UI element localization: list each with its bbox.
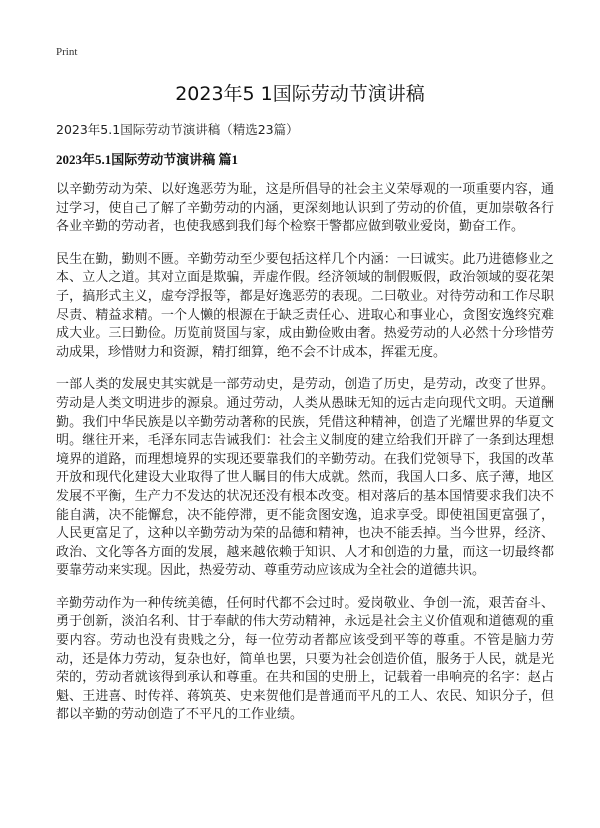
paragraph: 一部人类的发展史其实就是一部劳动史，是劳动，创造了历史，是劳动，改变了世界。劳动是人类文明进步的源泉。通过劳动，人类从愚昧无知的远古走向现代文明。天道酬勤。我们中华民族是以辛勤劳动著称的民族，凭借这种精神，创造了光耀世界的华夏文明。继往开来，毛泽东同志告诫我们：社会主义制度的建立给我们开辟了一条到达理想境界的道路，而理想境界的实现还要靠我们的辛勤劳动。在我们党领导下，我国的改革开放和现代化建设大业取得了世人瞩目的伟大成就。然而，我国人口多、底子薄，地区发展不平衡，生产力不发达的状况还没有根本改变。相对落后的基本国情要求我们决不能自满，决不能懈怠，决不能停滞，更不能贪图安逸，追求享受。即使祖国更富强了，人民更富足了，这种以辛勤劳动为荣的品德和精神，也决不能丢掉。当今世界，经济、政治、文化等各方面的发展，越来越依赖于知识、人才和创造的力量，而这一切最终都要靠劳动来实现。因此，热爱劳动、尊重劳动应该成为全社会的道德共识。 — [56, 377, 554, 579]
paragraph: 辛勤劳动作为一种传统美德，任何时代都不会过时。爱岗敬业、争创一流，艰苦奋斗、勇于创新，淡泊名利、甘于奉献的伟大劳动精神，永远是社会主义价值观和道德观的重要内容。劳动也没有贵贱之分，每一位劳动者都应该受到平等的尊重。不管是脑力劳动，还是体力劳动，复杂也好，简单也罢，只要为社会创造价值，服务于人民，就是光荣的，劳动者就该得到承认和尊重。在共和国的史册上，记载着一串响亮的名字：赵占魁、王进喜、时传祥、蒋筑英、史来贺他们是普通而平凡的工人、农民、知识分子，但都以辛勤的劳动创造了不平凡的工作业绩。 — [56, 595, 554, 723]
section-heading: 2023年5.1国际劳动节演讲稿 篇1 — [56, 152, 239, 167]
document-title: 2023年5 1国际劳动节演讲稿 — [175, 83, 425, 105]
article-body — [56, 181, 554, 739]
paragraph: 民生在勤，勤则不匮。辛勤劳动至少要包括这样几个内涵：一曰诚实。此乃进德修业之本、立人之道。其对立面是欺骗，弄虚作假。经济领域的制假贩假，政治领域的耍花架子，搞形式主义，虚夸浮报等，都是好逸恶劳的表现。二曰敬业。对待劳动和工作尽职尽责、精益求精。一个人懒的根源在于缺乏责任心、进取心和事业心，贪图安逸终究难成大业。三曰勤俭。历览前贤国与家，成由勤俭败由奢。热爱劳动的人必然十分珍惜劳动成果，珍惜财力和资源，精打细算，绝不会不计成本，挥霍无度。 — [56, 251, 554, 360]
print-link[interactable]: Print — [56, 46, 78, 58]
paragraph: 以辛勤劳动为荣、以好逸恶劳为耻，这是所倡导的社会主义荣辱观的一项重要内容，通过学习，使自己了解了辛勤劳动的内涵，更深刻地认识到了劳动的价值，更加崇敬各行各业辛勤的劳动者，也使我感到我们每个检察干警都应做到敬业爱岗，勤奋工作。 — [56, 182, 554, 235]
document-subtitle: 2023年5.1国际劳动节演讲稿（精选23篇） — [56, 122, 299, 137]
